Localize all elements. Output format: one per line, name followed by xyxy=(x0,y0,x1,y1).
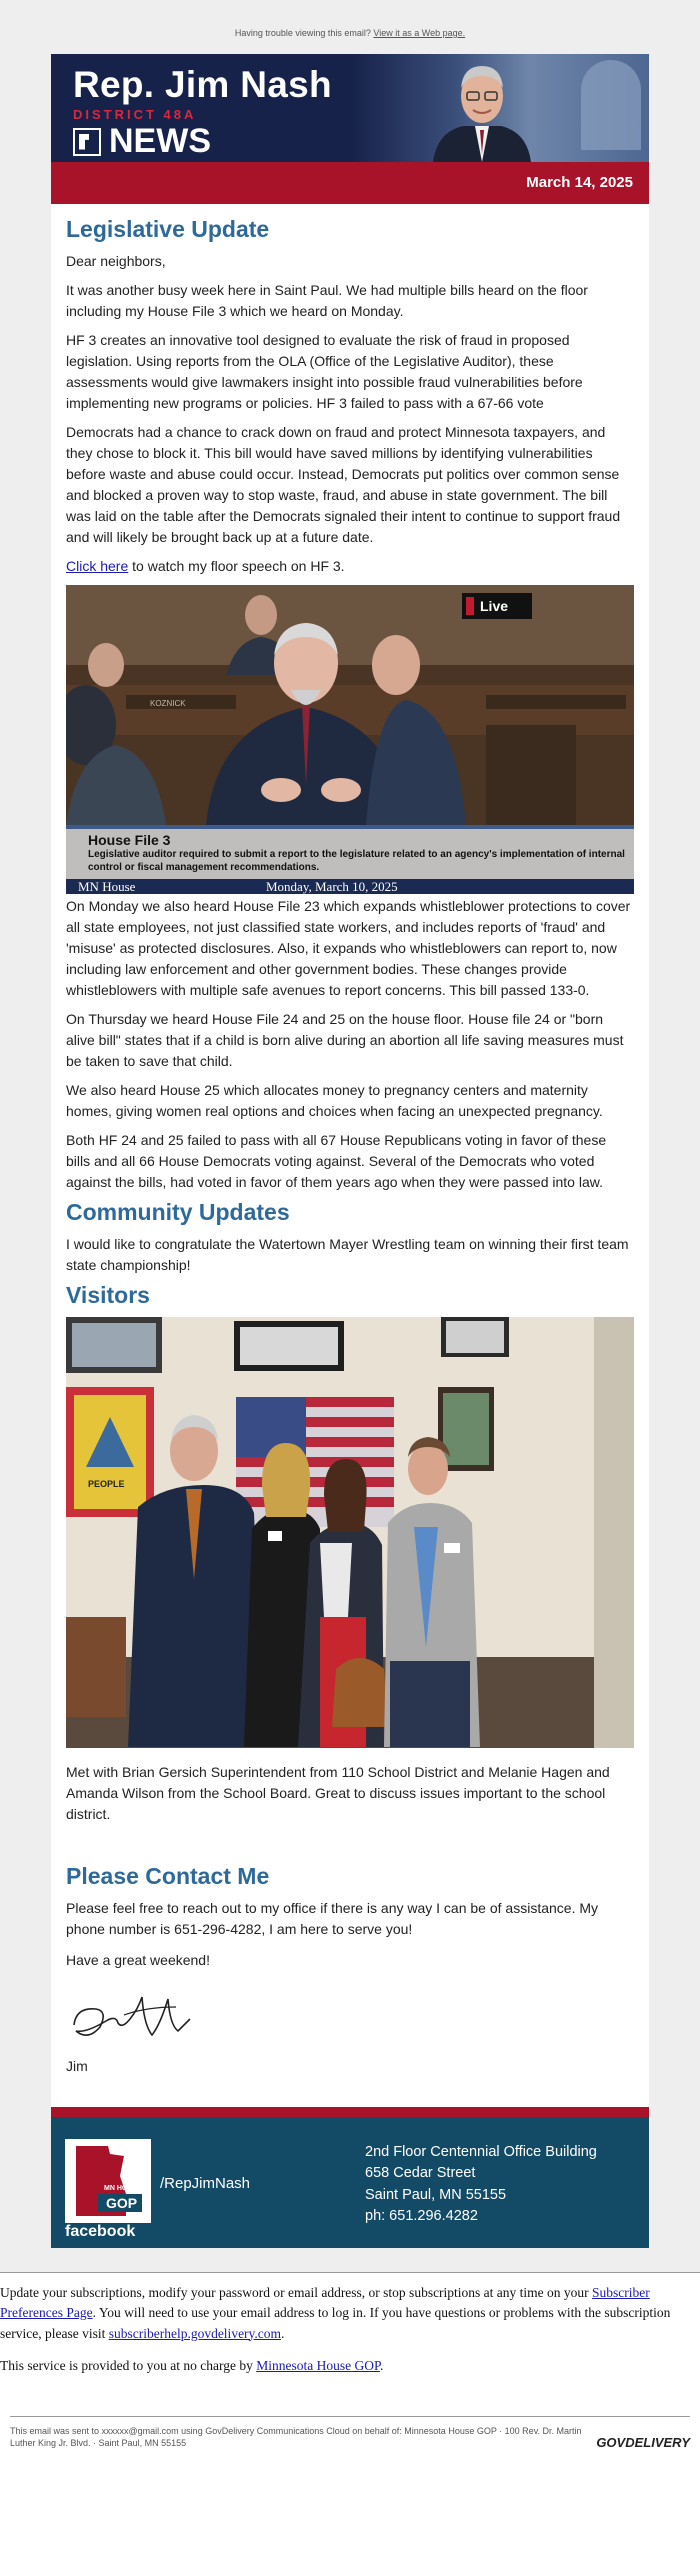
floor-speech-link[interactable]: Click here xyxy=(66,558,129,574)
visitors-heading: Visitors xyxy=(66,1282,150,1308)
capitol-dome-graphic xyxy=(581,60,641,150)
minnesota-house-gop-link[interactable]: Minnesota House GOP xyxy=(256,2357,380,2373)
signoff: Jim xyxy=(66,2058,88,2074)
legislative-update-heading: Legislative Update xyxy=(66,216,270,242)
facebook-link[interactable] xyxy=(65,2139,151,2241)
contact-footer xyxy=(51,2117,649,2248)
svg-text:MN HOUSE: MN HOUSE xyxy=(104,2185,142,2192)
svg-text:GOP: GOP xyxy=(106,2195,138,2211)
subscription-info: Update your subscriptions, modify your password or email address, or stop subscriptions at any time on your Subscriber Preferences Page. You will need to use your email address to log in. If you have questions or problems with the subscription service, please visit subscriberhelp.govdelivery.com. This service is provided to you at no charge by Minnesota House GOP. xyxy=(0,2285,671,2373)
view-online-note: Having trouble viewing this email? View it as a Web page. xyxy=(234,28,466,38)
community-updates-heading: Community Updates xyxy=(66,1199,290,1225)
greeting: Dear neighbors, xyxy=(66,253,166,269)
visitors-photo xyxy=(66,1317,634,1748)
floor-speech-line: Click here to watch my floor speech on HF 3. xyxy=(66,558,345,574)
paragraph: Both HF 24 and 25 failed to pass with all 67 House Republicans voting in favor of these bills and all 66 House Democrats voting against. Several of the Democrats who voted against the bills, had voted in favor of them years ago when they were passed into law. xyxy=(66,1132,607,1190)
signature xyxy=(66,1985,196,2047)
poster-text: PEOPLE xyxy=(88,1479,125,1489)
govdelivery-logo: GOVDELIVERY xyxy=(596,2435,690,2450)
mn-house-gop-logo xyxy=(65,2139,151,2223)
paragraph: HF 3 creates an innovative tool designed to evaluate the risk of fraud in proposed legislation. Using reports from the OLA (Office of the Legislative Auditor), these assessments would give lawmakers insight into possible fraud vulnerabilities before implementing new programs or policies. HF 3 failed to pass with a 67-66 vote xyxy=(66,332,583,411)
floor-speech-video-thumbnail[interactable] xyxy=(66,585,634,894)
live-badge: Live xyxy=(480,598,509,614)
banner-title: Rep. Jim Nash xyxy=(73,64,332,105)
rep-portrait xyxy=(423,54,541,162)
banner-news: NEWS xyxy=(73,122,211,161)
video-date: Monday, March 10, 2025 xyxy=(266,879,398,894)
facebook-label: facebook xyxy=(65,2223,136,2240)
newsletter-banner xyxy=(51,54,649,162)
office-address: 2nd Floor Centennial Office Building 658 Cedar Street Saint Paul, MN 55155 ph: 651.296.4282 xyxy=(365,2144,597,2225)
paragraph: Have a great weekend! xyxy=(66,1952,210,1968)
subscriber-help-link[interactable]: subscriberhelp.govdelivery.com xyxy=(108,2325,282,2341)
view-as-webpage-link[interactable]: View it as a Web page. xyxy=(373,28,466,38)
footer-divider xyxy=(51,2107,649,2117)
newsletter-content xyxy=(51,216,649,2107)
subscriber-preferences-link[interactable]: Subscriber Preferences Page xyxy=(0,2285,650,2321)
paragraph: Democrats had a chance to crack down on fraud and protect Minnesota taxpayers, and they chose to block it. This bill would have saved millions by identifying vulnerabilities before waste and abuse could occur. Instead, Democrats put politics over common sense and blocked a proven way to stop waste, fraud, and abuse in state government. The bill was laid on the table after the Democrats signaled their intent to continue to support fraud and will likely be brought back up at a future date. xyxy=(66,424,621,545)
contact-heading: Please Contact Me xyxy=(66,1863,270,1889)
visitors-caption: Met with Brian Gersich Superintendent from 110 School District and Melanie Hagen and Amanda Wilson from the School Board. Great to discuss issues important to the school district. xyxy=(66,1764,610,1822)
paragraph: It was another busy week here in Saint Paul. We had multiple bills heard on the floor including my House File 3 which we heard on Monday. xyxy=(66,282,588,319)
video-bill-description: Legislative auditor required to submit a report to the legislature related to an agency's implementation of internal control or fiscal management recommendations. xyxy=(88,849,625,873)
paragraph: I would like to congratulate the Watertown Mayer Wrestling team on winning their first team state championship! xyxy=(66,1236,629,1273)
paragraph: On Thursday we heard House File 24 and 25 on the house floor. House file 24 or "born alive bill" states that if a child is born alive during an abortion all life saving measures must be taken to save that child. xyxy=(66,1011,624,1069)
paragraph: Please feel free to reach out to my office if there is any way I can be of assistance. My phone number is 651-296-4282, I am here to serve you! xyxy=(66,1900,599,1937)
video-channel: MN House xyxy=(78,879,136,894)
desk-nameplate: KOZNICK xyxy=(150,699,186,708)
video-bill-title: House File 3 xyxy=(88,832,171,848)
facebook-handle[interactable]: /RepJimNash xyxy=(160,2175,251,2192)
paragraph: On Monday we also heard House File 23 which expands whistleblower protections to cover all state employees, not just classified state workers, and includes reports of 'fraud' and 'misuse' as protected disclosures. Also, it expands who whistleblowers can report to, now including law enforcement and other government bodies. These changes provide whistleblowers with multiple safe avenues to report concerns. This bill passed 133-0. xyxy=(66,898,631,998)
paragraph: We also heard House 25 which allocates money to pregnancy centers and maternity homes, giving women real options and choices when facing an unexpected pregnancy. xyxy=(66,1082,603,1119)
date-bar: March 14, 2025 xyxy=(51,162,649,204)
newsletter-card xyxy=(51,54,649,2248)
delivery-note: This email was sent to xxxxxx@gmail.com using GovDelivery Communications Cloud on behalf of: Minnesota House GOP · 100 Rev. Dr. Martin Luther King Jr. Blvd. · Saint Paul, MN 55155 xyxy=(10,2426,582,2449)
banner-district: DISTRICT 48A xyxy=(73,107,197,122)
minnesota-state-icon xyxy=(73,128,101,156)
